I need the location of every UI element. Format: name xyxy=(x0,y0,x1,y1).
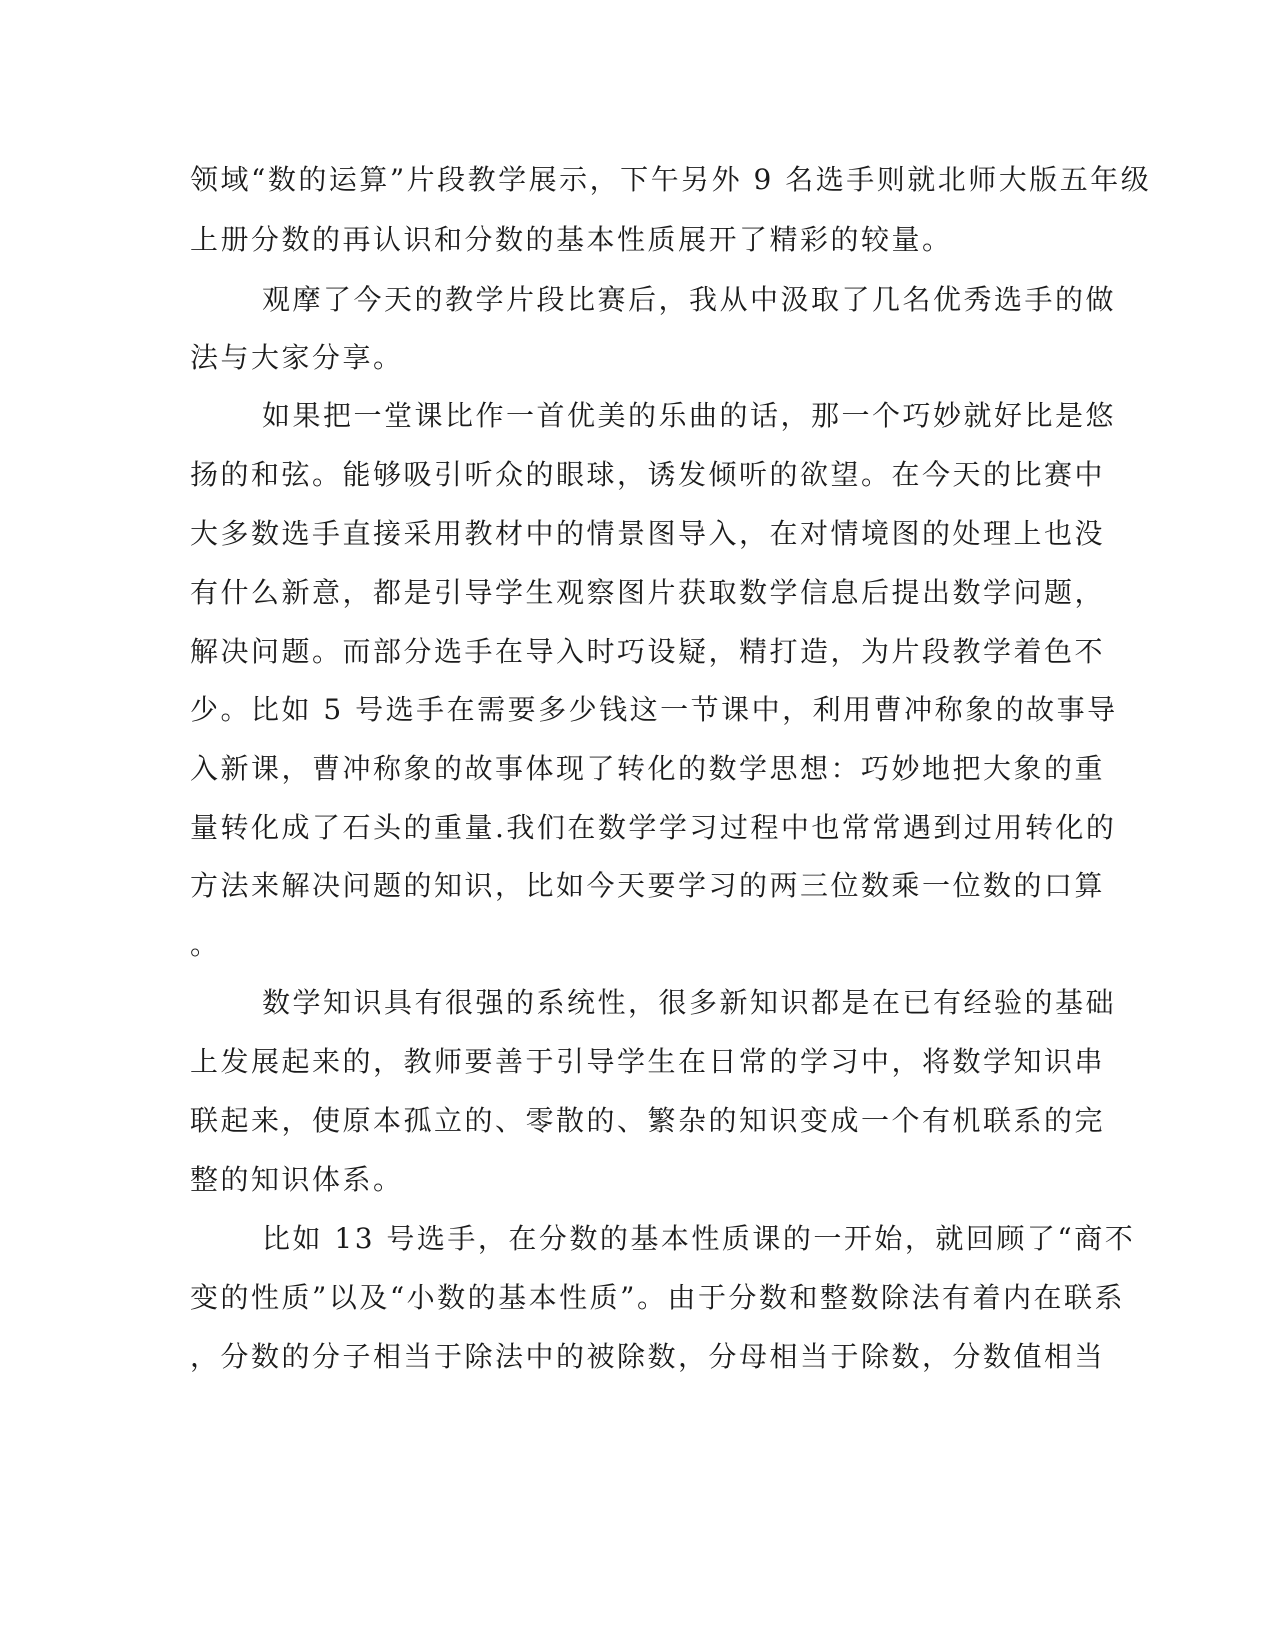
text-line: 有什么新意，都是引导学生观察图片获取数学信息后提出数学问题， xyxy=(190,576,1106,609)
text-line: 领域“数的运算”片段教学展示，下午另外 9 名选手则就北师大版五年级 xyxy=(190,163,1152,196)
paragraph-first-line: 如果把一堂课比作一首优美的乐曲的话，那一个巧妙就好比是悠 xyxy=(262,399,1117,432)
text-line: 法与大家分享。 xyxy=(190,341,404,374)
text-line: 联起来，使原本孤立的、零散的、繁杂的知识变成一个有机联系的完 xyxy=(190,1104,1106,1137)
text-line: ，分数的分子相当于除法中的被除数，分母相当于除数，分数值相当 xyxy=(190,1340,1106,1373)
text-line: 解决问题。而部分选手在导入时巧设疑，精打造，为片段教学着色不 xyxy=(190,635,1106,668)
paragraph-first-line: 观摩了今天的教学片段比赛后，我从中汲取了几名优秀选手的做 xyxy=(262,283,1117,316)
text-line: 变的性质”以及“小数的基本性质”。由于分数和整数除法有着内在联系 xyxy=(190,1281,1125,1314)
text-line: 上发展起来的，教师要善于引导学生在日常的学习中，将数学知识串 xyxy=(190,1045,1106,1078)
text-line: 量转化成了石头的重量.我们在数学学习过程中也常常遇到过用转化的 xyxy=(190,811,1117,844)
text-line: 整的知识体系。 xyxy=(190,1163,404,1196)
text-line: 少。比如 5 号选手在需要多少钱这一节课中，利用曹冲称象的故事导 xyxy=(190,693,1118,726)
text-line: 大多数选手直接采用教材中的情景图导入，在对情境图的处理上也没 xyxy=(190,517,1106,550)
text-line: 扬的和弦。能够吸引听众的眼球，诱发倾听的欲望。在今天的比赛中 xyxy=(190,458,1106,491)
text-line: 。 xyxy=(190,928,221,961)
text-line: 上册分数的再认识和分数的基本性质展开了精彩的较量。 xyxy=(190,223,953,256)
paragraph-first-line: 比如 13 号选手，在分数的基本性质课的一开始，就回顾了“商不 xyxy=(262,1222,1136,1255)
text-line: 入新课，曹冲称象的故事体现了转化的数学思想：巧妙地把大象的重 xyxy=(190,752,1106,785)
paragraph-first-line: 数学知识具有很强的系统性，很多新知识都是在已有经验的基础 xyxy=(262,986,1117,1019)
text-line: 方法来解决问题的知识，比如今天要学习的两三位数乘一位数的口算 xyxy=(190,869,1106,902)
